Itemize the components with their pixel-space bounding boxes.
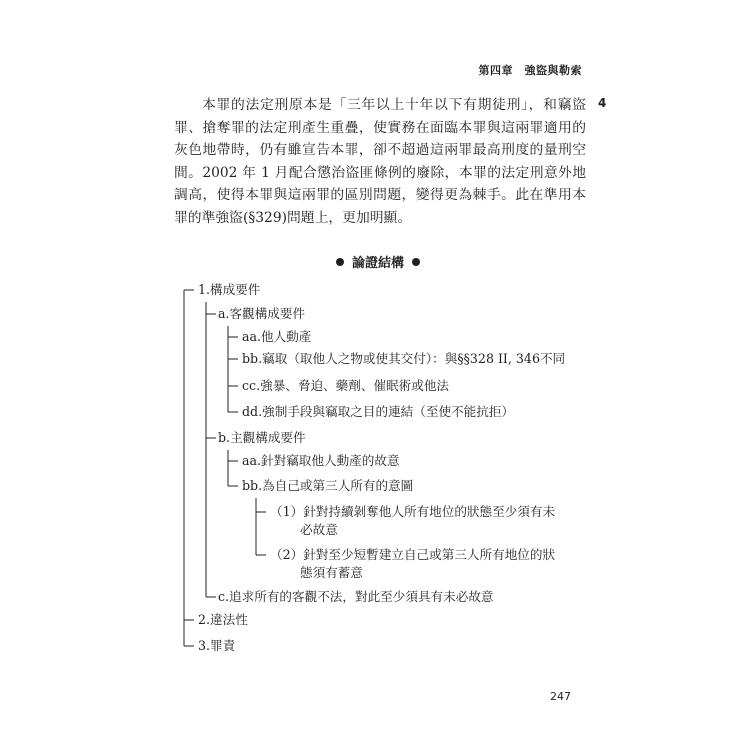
page-number: 247 bbox=[550, 690, 571, 703]
margin-number: 4 bbox=[598, 96, 607, 110]
tree-node-1b-bb-1 bbox=[270, 503, 555, 539]
tree-node-1b-bb-2 bbox=[270, 546, 555, 582]
tree-node-1b-bb: bb.為自己或第三人所有的意圖 bbox=[242, 478, 414, 493]
tree-node-1c: c.追求所有的客觀不法，對此至少須具有未必故意 bbox=[218, 589, 494, 604]
body-paragraph: 本罪的法定刑原本是「三年以上十年以下有期徒刑」，和竊盜罪、搶奪罪的法定刑產生重疊，使實務在面臨本罪與這兩罪適用的灰色地帶時，仍有雖宣告本罪，卻不超過這兩罪最高刑度的量刑空間。2002 年 1 月配合懲治盜匪條例的廢除，本罪的法定刑意外地調高，使得本罪與這兩罪的區別問題，變得更為棘手。此在準用本罪的準強盜(§329)問題上，更加明顯。 bbox=[174, 97, 586, 226]
section-title-text: 論證結構 bbox=[352, 256, 405, 271]
tree-node-1a: a.客觀構成要件 bbox=[218, 306, 306, 321]
tree-node-2: 2.違法性 bbox=[198, 612, 248, 627]
tree-node-1b-bb-2-line2: 態須有蓄意 bbox=[300, 565, 363, 580]
tree-node-1a-bb: bb.竊取（取他人之物或使其交付）：與§§328 II, 346不同 bbox=[242, 351, 566, 366]
tree-node-1a-cc: cc.強暴、脅迫、藥劑、催眠術或他法 bbox=[242, 378, 450, 393]
tree-node-1a-dd: dd.強制手段與竊取之目的連結（至使不能抗拒） bbox=[242, 404, 515, 419]
tree-node-1b-bb-1-line1: （1）針對持續剝奪他人所有地位的狀態至少須有未 bbox=[270, 504, 556, 519]
tree-node-1b-bb-2-line1: （2）針對至少短暫建立自己或第三人所有地位的狀 bbox=[270, 547, 556, 562]
tree-node-1a-aa: aa.他人動產 bbox=[242, 329, 312, 344]
running-header: 第四章 強盜與勒索 bbox=[478, 64, 582, 77]
tree-node-1: 1.構成要件 bbox=[198, 282, 261, 297]
tree-node-1b: b.主觀構成要件 bbox=[218, 430, 306, 445]
tree-node-1b-bb-1-line2: 必故意 bbox=[300, 522, 338, 537]
tree-node-3: 3.罪責 bbox=[198, 638, 236, 653]
tree-node-1b-aa: aa.針對竊取他人動產的故意 bbox=[242, 453, 400, 468]
